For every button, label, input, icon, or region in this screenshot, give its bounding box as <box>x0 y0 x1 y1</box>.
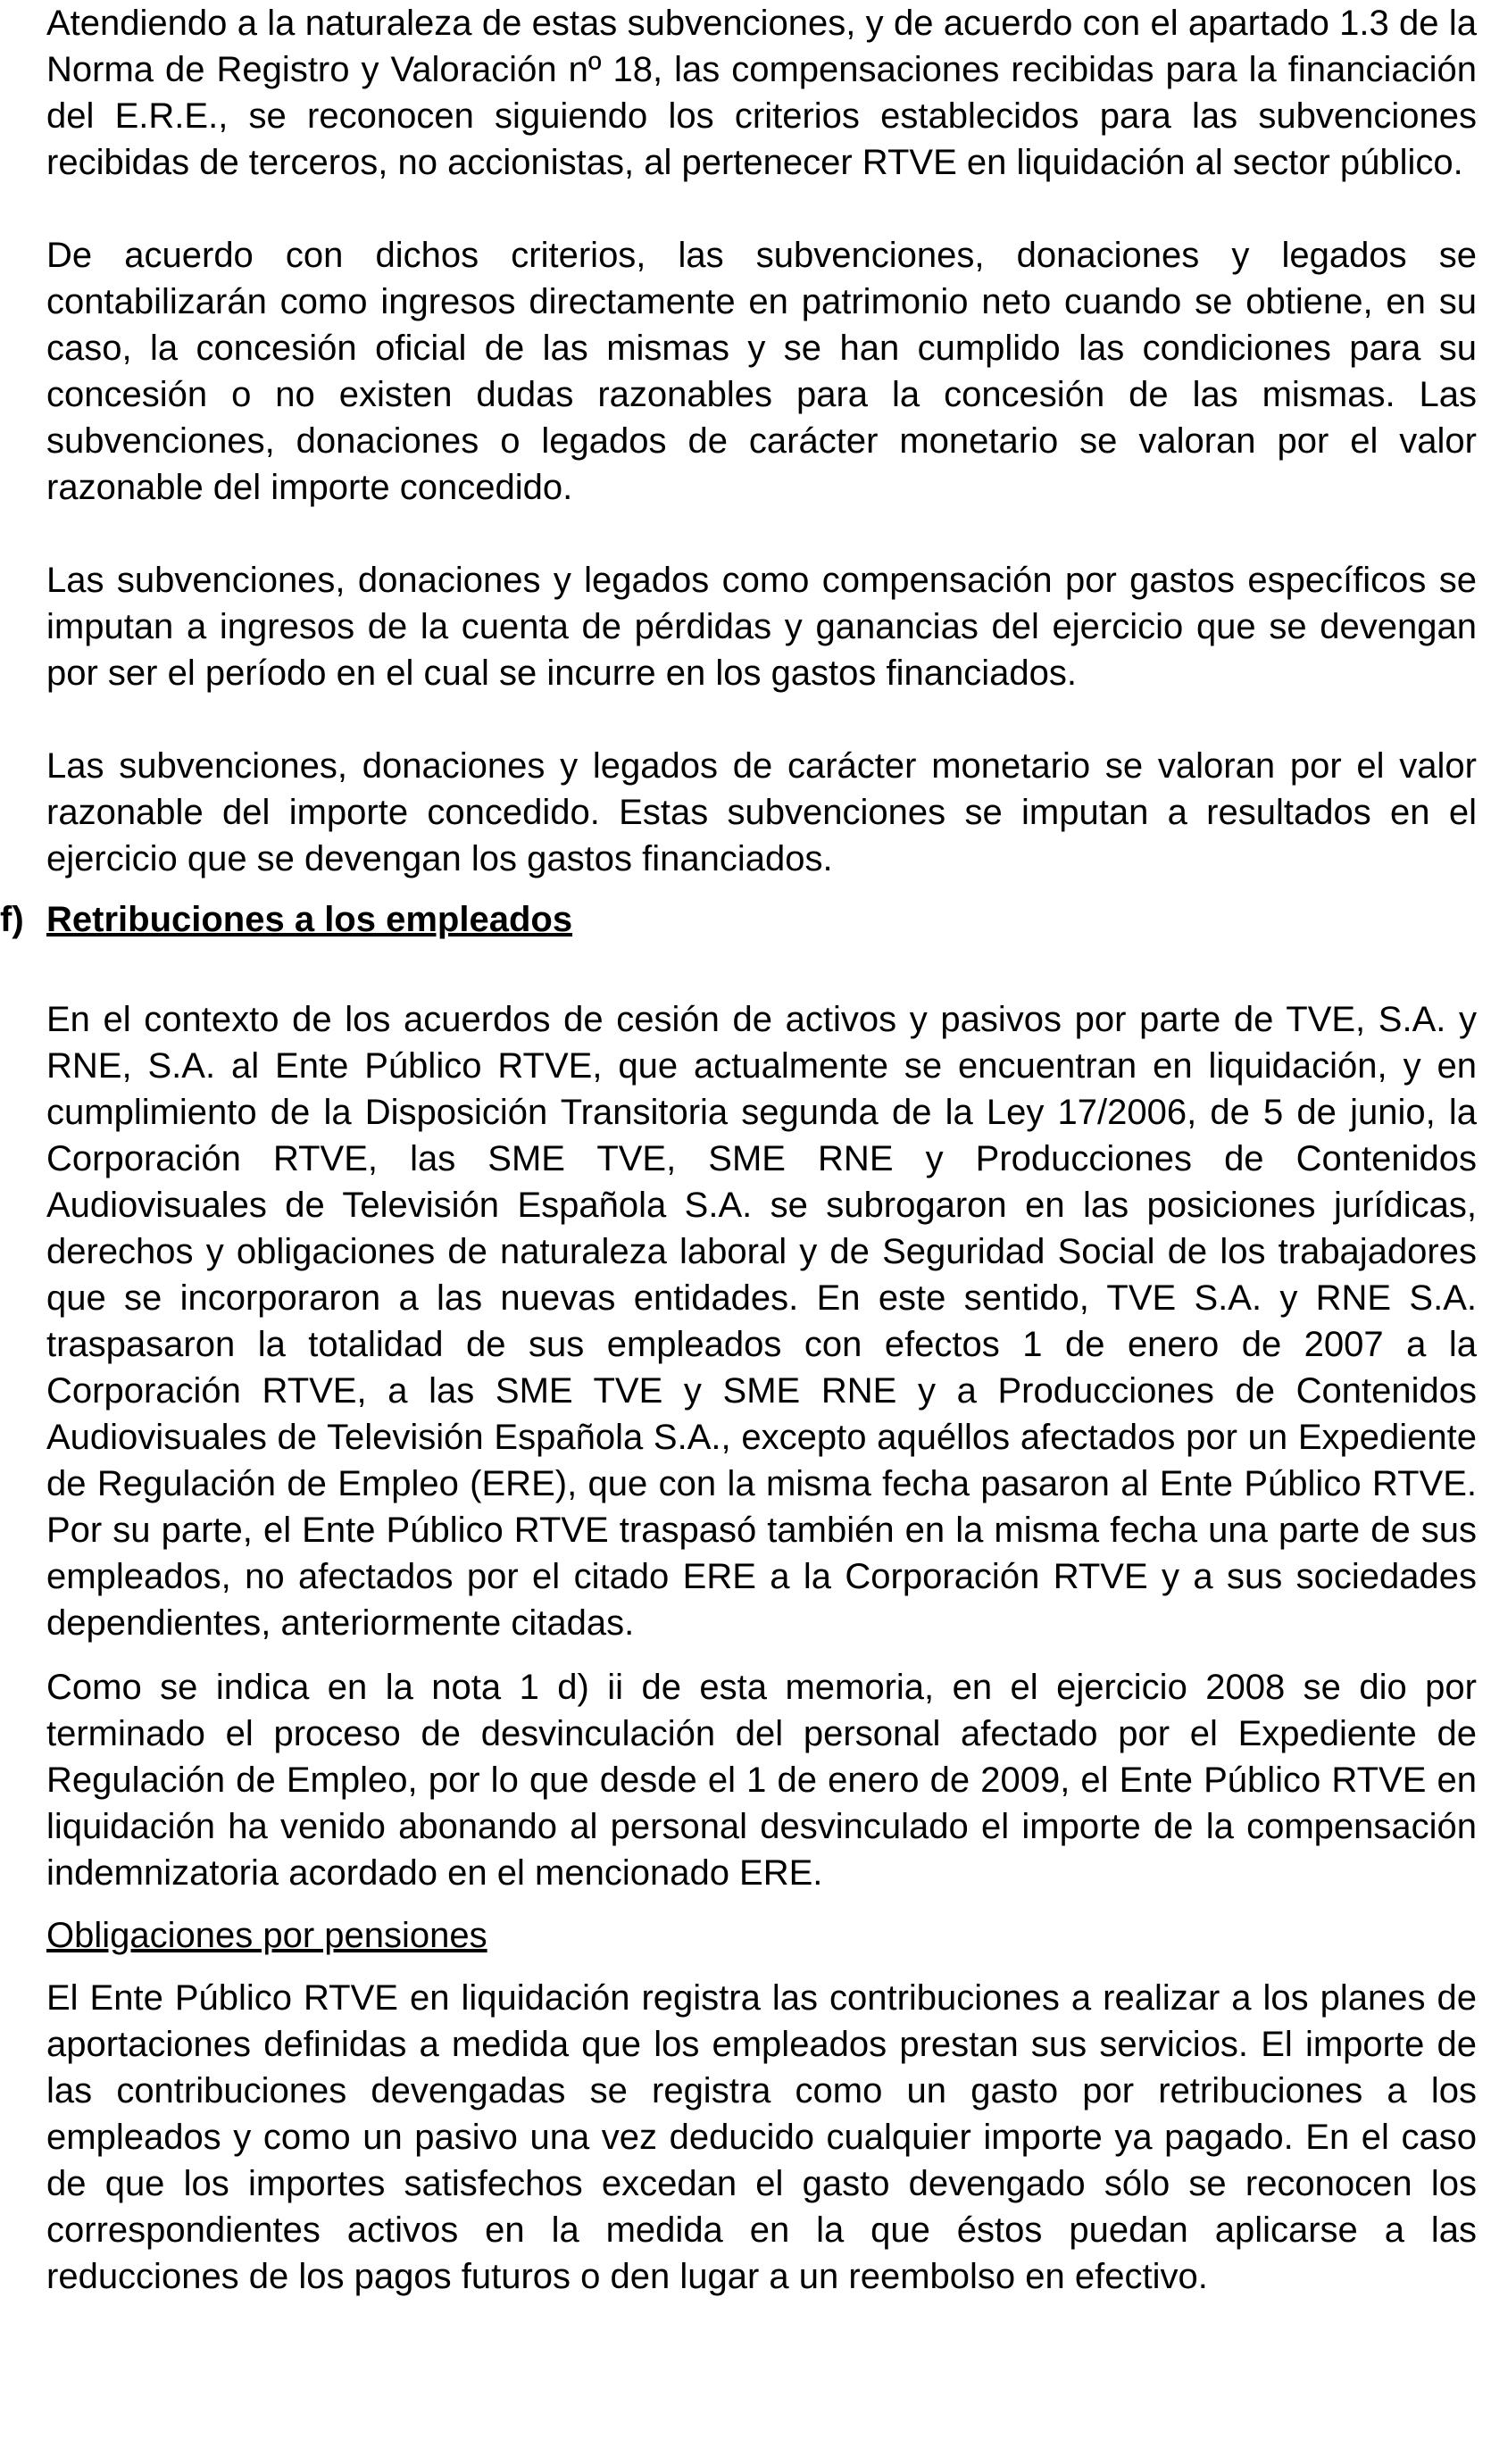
paragraph-nota-desvinculacion: Como se indica en la nota 1 d) ii de esta memoria, en el ejercicio 2008 se dio por terminado el proceso de desvinculación del personal afectado por el Expediente de Regulación de Empleo, por lo que desde el 1 de enero de 2009, el Ente Público RTVE en liquidación ha venido abonando al personal desvinculado el importe de la compensación indemnizatoria acordado en el mencionado ERE. <box>46 1668 1477 1893</box>
subheading-obligaciones-pensiones: Obligaciones por pensiones <box>46 1916 487 1955</box>
paragraph-contribuciones-planes: El Ente Público RTVE en liquidación registra las contribuciones a realizar a los planes de aportaciones definidas a medida que los empleados prestan sus servicios. El importe de las contribuciones devengadas se registra como un gasto por retribuciones a los empleados y como un pasivo una vez deducido cualquier importe ya pagado. En el caso de que los importes satisfechos excedan el gasto devengado sólo se reconocen los correspondientes activos en la medida en la que éstos puedan aplicarse a las reducciones de los pagos futuros o den lugar a un reembolso en efectivo. <box>46 1978 1477 2296</box>
paragraph-gastos-especificos: Las subvenciones, donaciones y legados como compensación por gastos específicos se imputan a ingresos de la cuenta de pérdidas y ganancias del ejercicio que se devengan por ser el período en el cual se incurre en los gastos financiados. <box>46 561 1477 693</box>
paragraph-criterios-subvenciones: De acuerdo con dichos criterios, las subvenciones, donaciones y legados se contabilizarán como ingresos directamente en patrimonio neto cuando se obtiene, en su caso, la concesión oficial de las mismas y se han cumplido las condiciones para su concesión o no existen dudas razonables para la concesión de las mismas. Las subvenciones, donaciones o legados de carácter monetario se valoran por el valor razonable del importe concedido. <box>46 236 1477 507</box>
section-letter: f) <box>0 900 24 939</box>
paragraph-caracter-monetario: Las subvenciones, donaciones y legados de carácter monetario se valoran por el valor razonable del importe concedido. Estas subvenciones se imputan a resultados en el ejercicio que se devengan los gastos financiados. <box>46 746 1477 878</box>
section-heading-f <box>0 896 1477 943</box>
section-title: Retribuciones a los empleados <box>46 900 573 939</box>
paragraph-compensaciones-ere: Atendiendo a la naturaleza de estas subvenciones, y de acuerdo con el apartado 1.3 de la Norma de Registro y Valoración nº 18, las compensaciones recibidas para la financiación del E.R.E., se reconocen siguiendo los criterios establecidos para las subvenciones recibidas de terceros, no accionistas, al pertenecer RTVE en liquidación al sector público. <box>46 4 1477 182</box>
paragraph-contexto-acuerdos: En el contexto de los acuerdos de cesión de activos y pasivos por parte de TVE, S.A. y RNE, S.A. al Ente Público RTVE, que actualmente se encuentran en liquidación, y en cumplimiento de la Disposición Transitoria segunda de la Ley 17/2006, de 5 de junio, la Corporación RTVE, las SME TVE, SME RNE y Producciones de Contenidos Audiovisuales de Televisión Española S.A. se subrogaron en las posiciones jurídicas, derechos y obligaciones de naturaleza laboral y de Seguridad Social de los trabajadores que se incorporaron a las nuevas entidades. En este sentido, TVE S.A. y RNE S.A. traspasaron la totalidad de sus empleados con efectos 1 de enero de 2007 a la Corporación RTVE, a las SME TVE y SME RNE y a Producciones de Contenidos Audiovisuales de Televisión Española S.A., excepto aquéllos afectados por un Expediente de Regulación de Empleo (ERE), que con la misma fecha pasaron al Ente Público RTVE. Por su parte, el Ente Público RTVE traspasó también en la misma fecha una parte de sus empleados, no afectados por el citado ERE a la Corporación RTVE y a sus sociedades dependientes, anteriormente citadas. <box>46 1000 1477 1643</box>
